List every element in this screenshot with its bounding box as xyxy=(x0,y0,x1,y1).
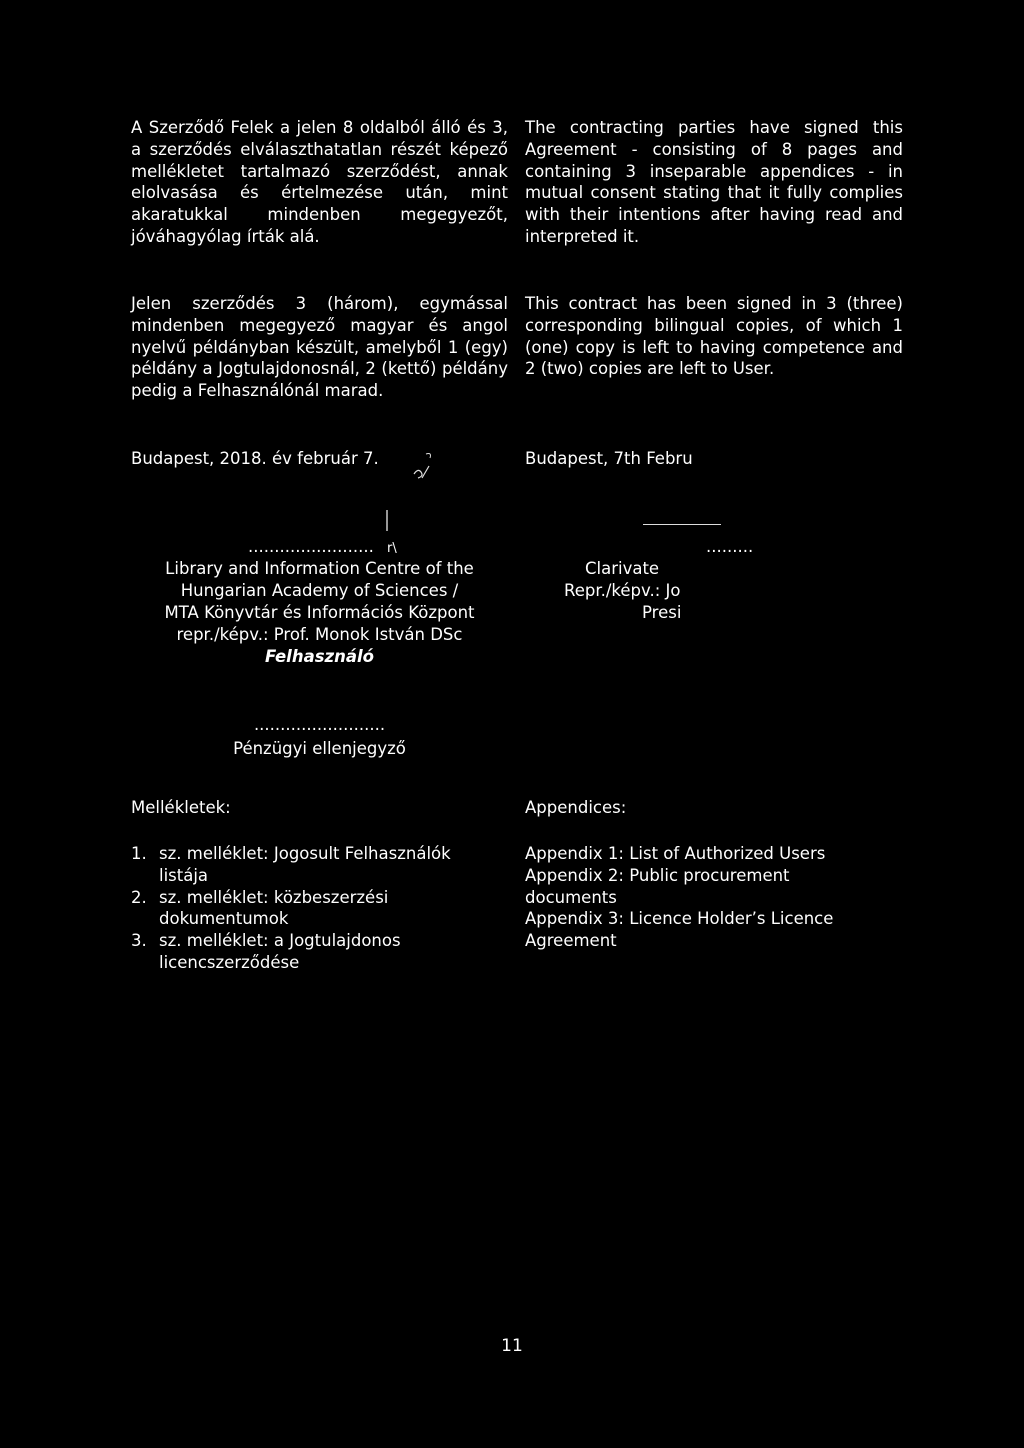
holder-representative: Repr./képv.: Jo xyxy=(564,581,681,600)
hu-copies-paragraph: Jelen szerződés 3 (három), egymással mindenben megegyező magyar és angol nyelvű példányban készült, amelyből 1 (egy) példány a Jogtulajdonosnál, 2 (kettő) példány pedig a Felhasználónál marad. xyxy=(131,294,508,401)
en-appendices-heading: Appendices: xyxy=(525,798,627,817)
user-org-line-1: Library and Information Centre of the xyxy=(165,559,474,578)
en-copies-paragraph: This contract has been signed in 3 (three) corresponding bilingual copies, of which 1 (one) copy is left to having competence and 2 (two) copies are left to User. xyxy=(525,294,903,379)
user-org-line-3: MTA Könyvtár és Információs Központ xyxy=(164,603,475,622)
list-item: Appendix 2: Public procurement documents xyxy=(525,865,790,907)
holder-title: Presi xyxy=(642,603,682,622)
en-closing-paragraph: The contracting parties have signed this Agreement - consisting of 8 pages and containing 3 inseparable appendices - in mutual consent stating that it fully complies with their intentions after having read and interpreted it. xyxy=(525,118,903,246)
hu-place-date: Budapest, 2018. év február 7. xyxy=(131,449,379,468)
signature-scribble: r\ xyxy=(387,541,397,556)
user-org-line-2: Hungarian Academy of Sciences / xyxy=(180,581,459,600)
finance-label: Pénzügyi ellenjegyző xyxy=(233,739,406,758)
list-item: Appendix 1: List of Authorized Users xyxy=(525,844,826,863)
signature-line xyxy=(643,524,721,525)
list-item: 3. sz. melléklet: a Jogtulajdonos licencszerződése xyxy=(131,931,401,972)
hu-closing-paragraph: A Szerződő Felek a jelen 8 oldalból álló és 3, a szerződés elválaszthatatlan részét képező mellékletet tartalmazó szerződést, annak elolvasása és értelmezése után, mint akaratukkal mindenben megegyezőt, jóváhagyólag írták alá. xyxy=(131,118,508,246)
list-item: 1. sz. melléklet: Jogosult Felhasználók listája xyxy=(131,844,451,885)
left-signature-block xyxy=(131,537,508,668)
list-item: Appendix 3: Licence Holder’s Licence Agreement xyxy=(525,909,834,951)
list-item: 2. sz. melléklet: közbeszerzési dokumentumok xyxy=(131,887,389,929)
hu-appendices-heading: Mellékletek: xyxy=(131,798,231,817)
right-signature-block xyxy=(560,537,760,624)
en-place-date: Budapest, 7th Febru xyxy=(525,449,693,468)
initials-mark xyxy=(412,452,442,485)
holder-org: Clarivate xyxy=(585,559,660,578)
signature-stroke xyxy=(384,509,390,538)
signature-dots: ......... xyxy=(706,537,754,556)
hu-appendix-list xyxy=(131,843,491,974)
signature-dots: ......................... xyxy=(253,715,386,734)
page-number: 11 xyxy=(501,1336,523,1356)
user-role: Felhasználó xyxy=(264,647,374,666)
finance-signature-block xyxy=(131,714,508,760)
en-appendix-list xyxy=(525,843,865,952)
user-representative: repr./képv.: Prof. Monok István DSc xyxy=(176,625,463,644)
signature-dots: ........................ xyxy=(248,537,374,556)
